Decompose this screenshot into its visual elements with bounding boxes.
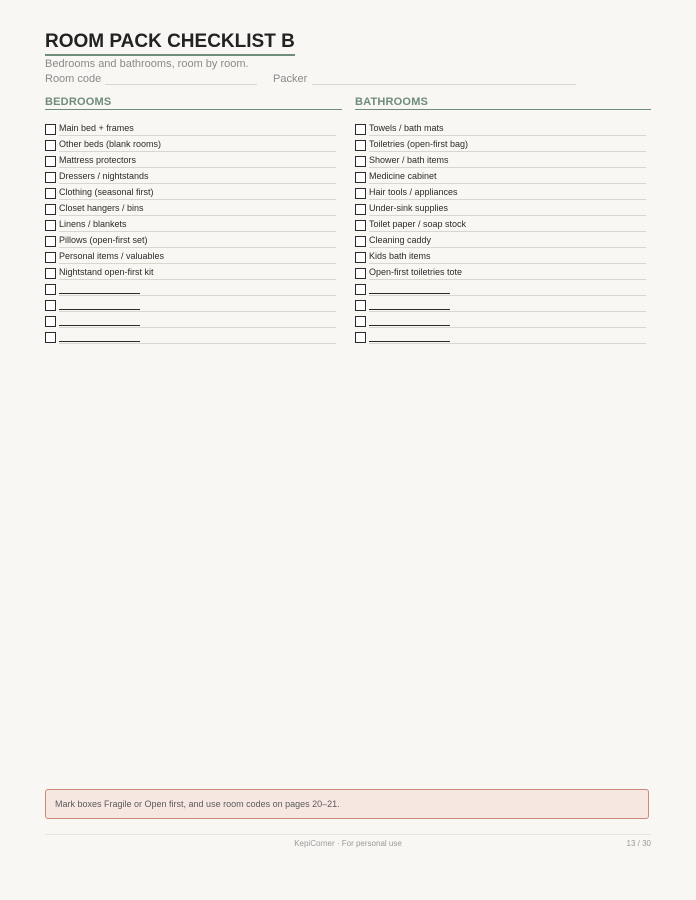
checklist-item[interactable] xyxy=(355,155,646,171)
checkbox[interactable] xyxy=(45,300,56,311)
write-in-line[interactable] xyxy=(369,151,646,152)
section-rule xyxy=(45,109,342,110)
checklist-item[interactable] xyxy=(45,251,336,267)
checkbox[interactable] xyxy=(45,188,56,199)
checklist-item[interactable] xyxy=(45,171,336,187)
checklist-item[interactable] xyxy=(355,235,646,251)
write-in-line[interactable] xyxy=(369,343,646,344)
checklist-item-label: Kids bath items xyxy=(369,251,435,261)
checklist-item[interactable] xyxy=(45,267,336,283)
checklist-item-label: Main bed + frames xyxy=(59,123,138,133)
checklist-item-label: Other beds (blank rooms) xyxy=(59,139,165,149)
footer-rule xyxy=(45,834,651,835)
blank-entry-line[interactable] xyxy=(369,325,450,326)
checklist-item[interactable] xyxy=(355,139,646,155)
write-in-line[interactable] xyxy=(59,311,336,312)
checklist-item-label: Toiletries (open-first bag) xyxy=(369,139,472,149)
checklist-item[interactable] xyxy=(355,331,646,347)
checklist-item-label: Cleaning caddy xyxy=(369,235,435,245)
checklist-item[interactable] xyxy=(45,203,336,219)
write-in-line[interactable] xyxy=(59,247,336,248)
section-rule xyxy=(355,109,651,110)
write-in-line[interactable] xyxy=(59,215,336,216)
room-code-line[interactable] xyxy=(105,84,257,85)
write-in-line[interactable] xyxy=(369,215,646,216)
checkbox[interactable] xyxy=(355,332,366,343)
write-in-line[interactable] xyxy=(369,327,646,328)
write-in-line[interactable] xyxy=(59,295,336,296)
checkbox[interactable] xyxy=(45,204,56,215)
checkbox[interactable] xyxy=(45,124,56,135)
checklist-item[interactable] xyxy=(45,315,336,331)
checkbox[interactable] xyxy=(45,140,56,151)
checkbox[interactable] xyxy=(45,172,56,183)
write-in-line[interactable] xyxy=(369,199,646,200)
checklist-item[interactable] xyxy=(45,235,336,251)
footer-brand: KepiCorner · For personal use xyxy=(294,839,402,848)
checklist-item-label: Under-sink supplies xyxy=(369,203,452,213)
checkbox[interactable] xyxy=(45,284,56,295)
write-in-line[interactable] xyxy=(369,167,646,168)
write-in-line[interactable] xyxy=(369,135,646,136)
checkbox[interactable] xyxy=(45,316,56,327)
checklist-item[interactable] xyxy=(45,155,336,171)
checklist-item-label: Hair tools / appliances xyxy=(369,187,462,197)
blank-entry-line[interactable] xyxy=(59,293,140,294)
checklist-item-label: Nightstand open-first kit xyxy=(59,267,158,277)
checklist-item[interactable] xyxy=(45,139,336,155)
checklist-item-label: Medicine cabinet xyxy=(369,171,441,181)
checklist-item[interactable] xyxy=(355,187,646,203)
checklist-item-label: Mattress protectors xyxy=(59,155,140,165)
write-in-line[interactable] xyxy=(59,135,336,136)
checkbox[interactable] xyxy=(355,188,366,199)
checkbox[interactable] xyxy=(355,316,366,327)
write-in-line[interactable] xyxy=(59,263,336,264)
page-title: ROOM PACK CHECKLIST B xyxy=(45,31,295,56)
blank-entry-line[interactable] xyxy=(369,293,450,294)
checkbox[interactable] xyxy=(355,124,366,135)
checklist-item[interactable] xyxy=(355,283,646,299)
write-in-line[interactable] xyxy=(59,151,336,152)
write-in-line[interactable] xyxy=(369,183,646,184)
checklist-item-label: Shower / bath items xyxy=(369,155,453,165)
checklist-item[interactable] xyxy=(355,315,646,331)
room-code-field[interactable] xyxy=(45,73,257,87)
write-in-line[interactable] xyxy=(59,167,336,168)
write-in-line[interactable] xyxy=(59,343,336,344)
blank-entry-line[interactable] xyxy=(59,309,140,310)
blank-entry-line[interactable] xyxy=(59,341,140,342)
write-in-line[interactable] xyxy=(59,279,336,280)
write-in-line[interactable] xyxy=(369,231,646,232)
blank-entry-line[interactable] xyxy=(369,341,450,342)
room-code-label: Room code xyxy=(45,73,102,85)
checklist-item-label: Towels / bath mats xyxy=(369,123,448,133)
checklist-item-label: Closet hangers / bins xyxy=(59,203,148,213)
write-in-line[interactable] xyxy=(59,231,336,232)
checklist-item[interactable] xyxy=(355,171,646,187)
checkbox[interactable] xyxy=(45,332,56,343)
packer-field[interactable] xyxy=(273,73,576,87)
checklist-item[interactable] xyxy=(355,267,646,283)
checklist-item[interactable] xyxy=(45,219,336,235)
checkbox[interactable] xyxy=(45,268,56,279)
checklist-item[interactable] xyxy=(45,299,336,315)
checklist-item[interactable] xyxy=(355,203,646,219)
write-in-line[interactable] xyxy=(369,311,646,312)
note-text: Mark boxes Fragile or Open first, and use room codes on pages 20–21. xyxy=(55,799,340,809)
checkbox[interactable] xyxy=(45,252,56,263)
checklist-item[interactable] xyxy=(355,299,646,315)
checklist-item[interactable] xyxy=(355,123,646,139)
page-number: 13 / 30 xyxy=(626,839,651,848)
checkbox[interactable] xyxy=(45,156,56,167)
checkbox[interactable] xyxy=(355,140,366,151)
checkbox[interactable] xyxy=(355,204,366,215)
checkbox[interactable] xyxy=(355,300,366,311)
checkbox[interactable] xyxy=(355,220,366,231)
checklist-item[interactable] xyxy=(355,219,646,235)
write-in-line[interactable] xyxy=(369,263,646,264)
checklist-item-label: Open-first toiletries tote xyxy=(369,267,466,277)
checklist-item-label: Dressers / nightstands xyxy=(59,171,153,181)
checkbox[interactable] xyxy=(355,252,366,263)
checkbox[interactable] xyxy=(355,156,366,167)
checklist-item[interactable] xyxy=(355,251,646,267)
checklist-item[interactable] xyxy=(45,123,336,139)
page-subtitle: Bedrooms and bathrooms, room by room. xyxy=(45,58,249,70)
write-in-line[interactable] xyxy=(369,247,646,248)
section-heading: BATHROOMS xyxy=(355,96,429,108)
blank-entry-line[interactable] xyxy=(369,309,450,310)
blank-entry-line[interactable] xyxy=(59,325,140,326)
write-in-line[interactable] xyxy=(59,183,336,184)
checklist-item[interactable] xyxy=(45,283,336,299)
checkbox[interactable] xyxy=(355,268,366,279)
write-in-line[interactable] xyxy=(369,295,646,296)
note-box xyxy=(45,789,649,819)
checkbox[interactable] xyxy=(355,284,366,295)
packer-label: Packer xyxy=(273,73,308,85)
checklist-item[interactable] xyxy=(45,187,336,203)
write-in-line[interactable] xyxy=(59,327,336,328)
checklist-item-label: Pillows (open-first set) xyxy=(59,235,152,245)
checklist-item-label: Personal items / valuables xyxy=(59,251,168,261)
section-heading: BEDROOMS xyxy=(45,96,112,108)
packer-line[interactable] xyxy=(312,84,576,85)
checkbox[interactable] xyxy=(45,236,56,247)
checkbox[interactable] xyxy=(355,172,366,183)
checkbox[interactable] xyxy=(45,220,56,231)
write-in-line[interactable] xyxy=(59,199,336,200)
checklist-item-label: Linens / blankets xyxy=(59,219,131,229)
checklist-item-label: Clothing (seasonal first) xyxy=(59,187,158,197)
checklist-item-label: Toilet paper / soap stock xyxy=(369,219,470,229)
write-in-line[interactable] xyxy=(369,279,646,280)
checkbox[interactable] xyxy=(355,236,366,247)
checklist-item[interactable] xyxy=(45,331,336,347)
